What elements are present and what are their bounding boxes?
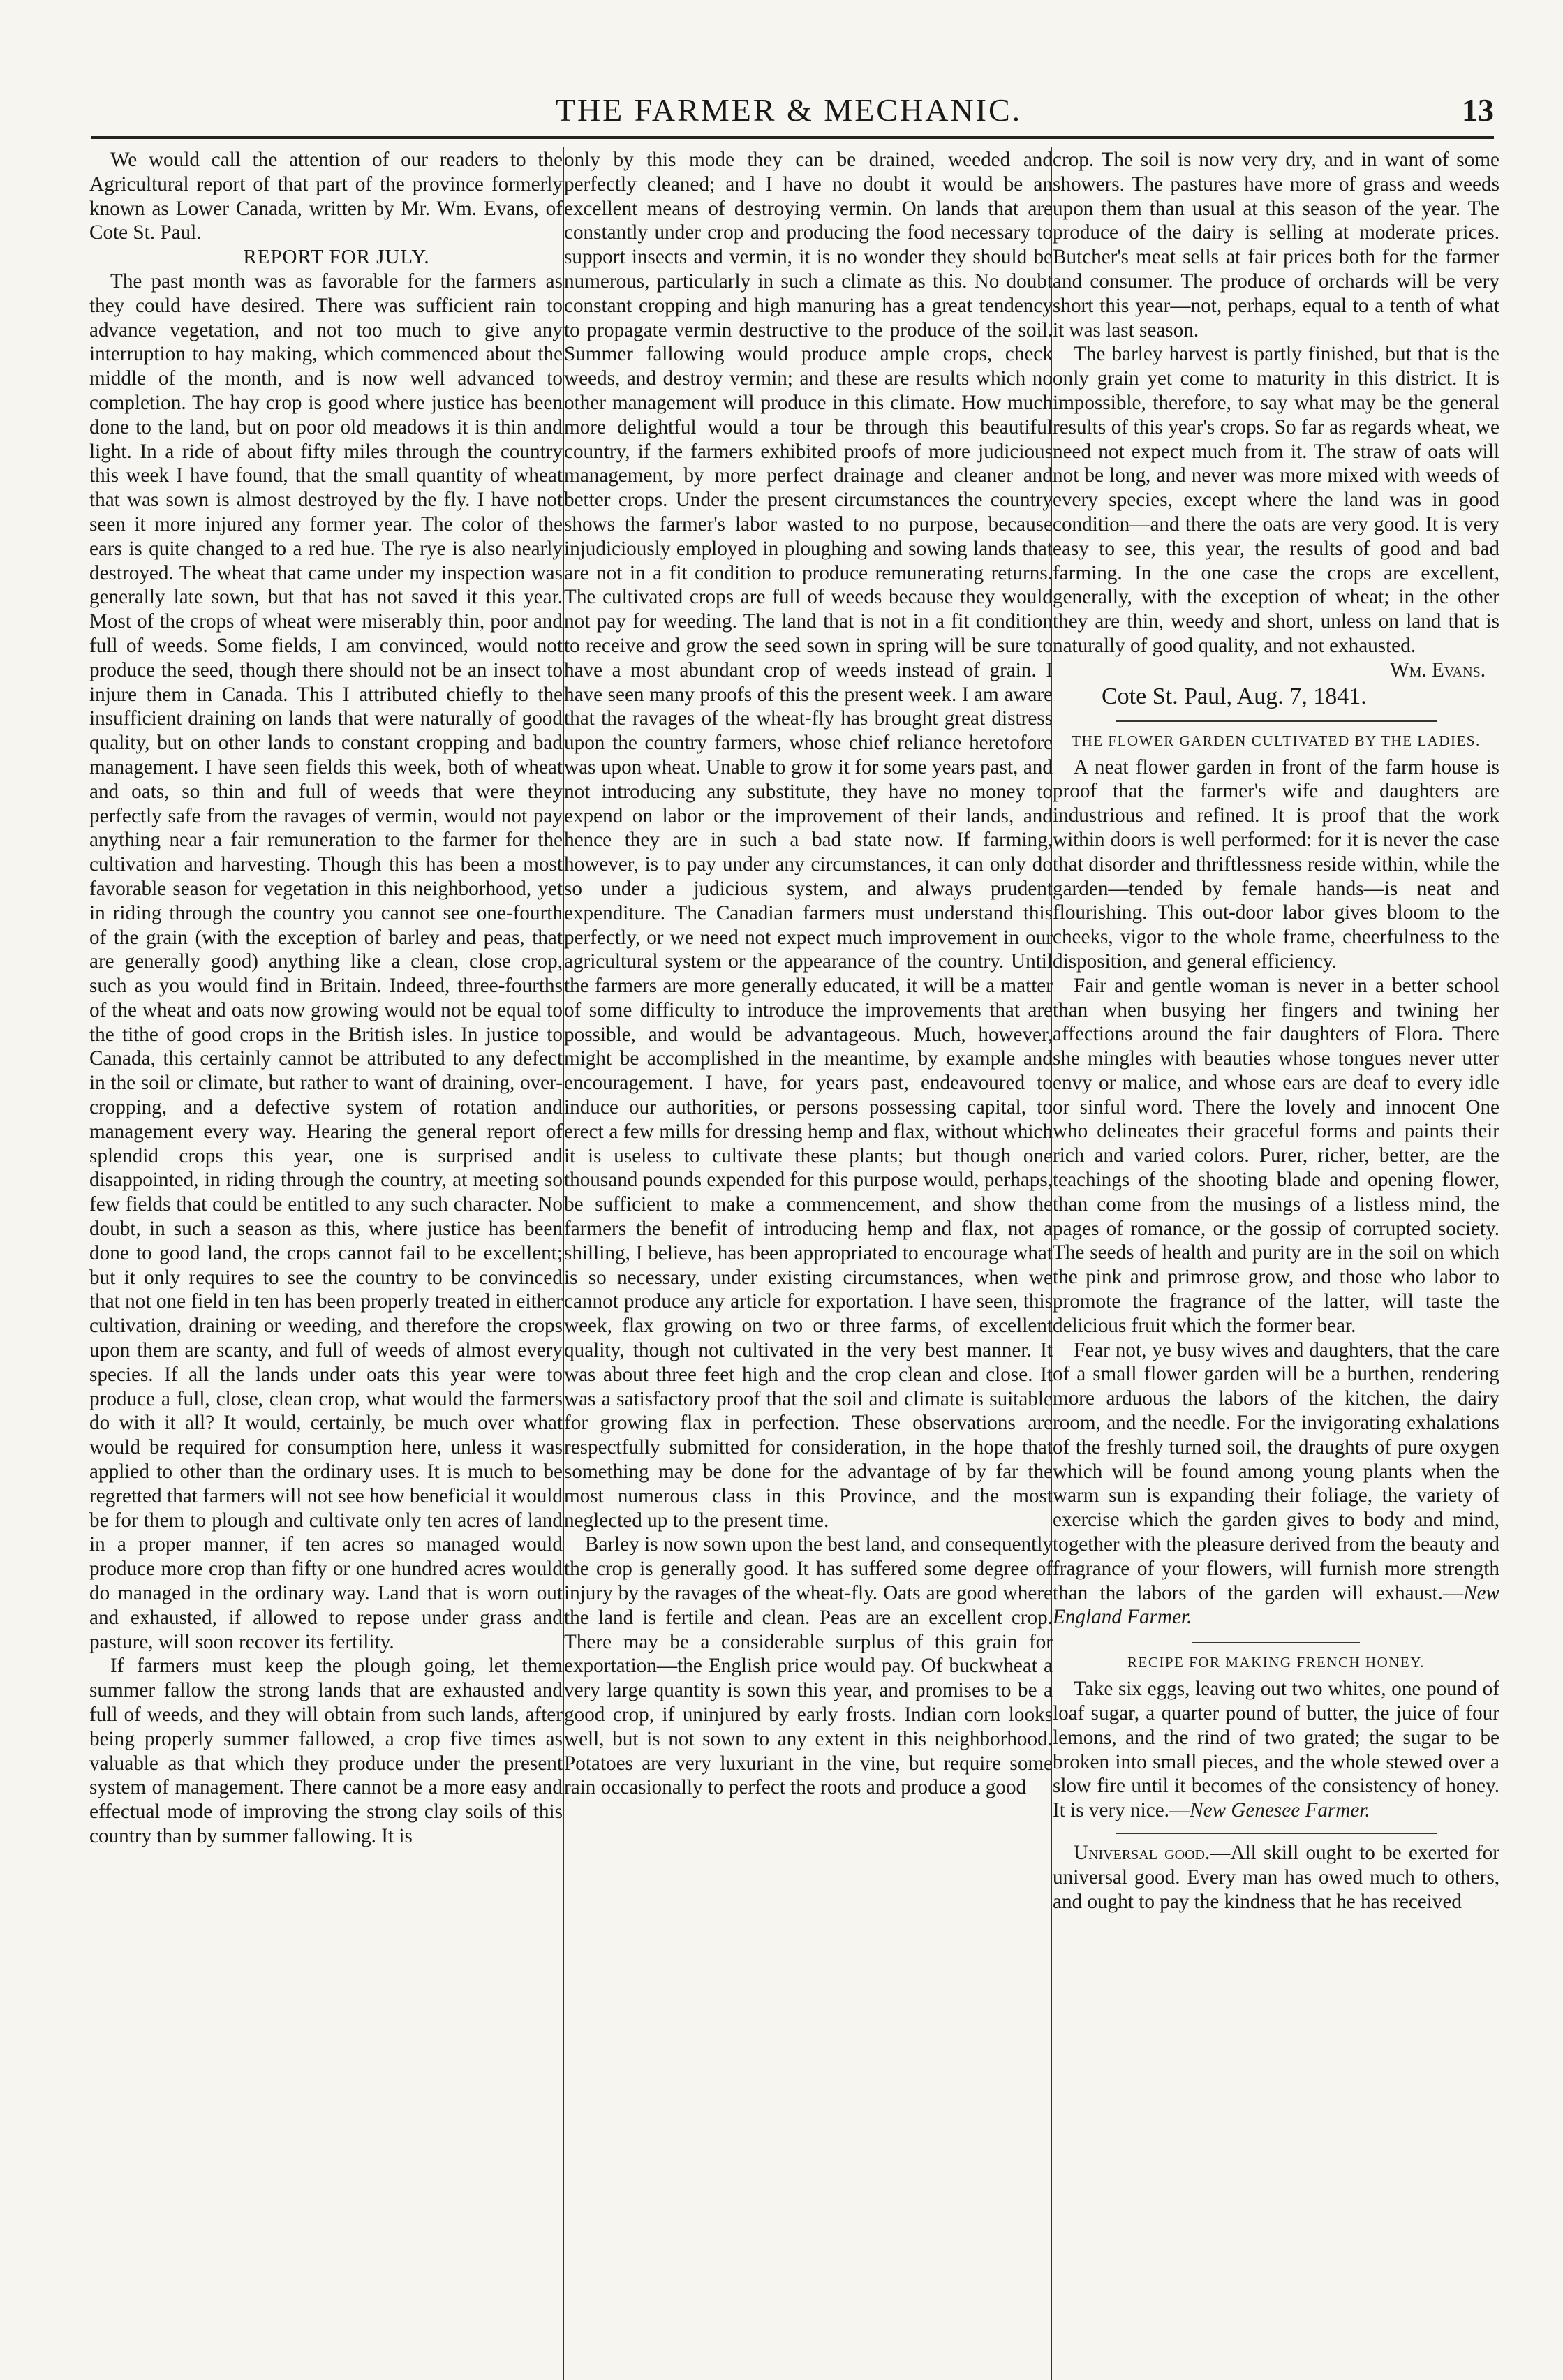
section-separator <box>1116 720 1437 722</box>
article-paragraph: Barley is now sown upon the best land, and consequently the crop is generally good. It has suffered some degree of injury by the ravages of the wheat-fly. Oats are good where the land is fertile and clean. Peas are an excellent crop. There may be a considerable surplus of this grain for exportation—the English price would pay. Of buckwheat a very large quantity is sown this year, and promises to be a good crop, if uninjured by early frosts. Indian corn looks well, but is not sown to any extent in this neighborhood. Potatoes are very luxuriant in the vine, but require some rain occasionally to perfect the roots and produce a good <box>564 1533 1053 1799</box>
article-paragraph <box>1053 1841 1499 1914</box>
article-paragraph: only by this mode they can be drained, weeded and perfectly cleaned; and I have no doubt it would be an excellent means of destroying vermin. On lands that are constantly under crop and producing the food necessary to support insects and vermin, it is no wonder they should be numerous, particularly in such a climate as this. No doubt constant cropping and high manuring has a great tendency to propagate vermin destructive to the produce of the soil. Summer fallowing would produce ample crops, check weeds, and destroy vermin; and these are results which no other management will produce in this climate. How much more delightful would a tour be through this beautiful country, if the farmers exhibited proofs of more judicious management, by more perfect drainage and cleaner and better crops. Under the present circumstances the country shows the farmer's labor wasted to no purpose, because injudiciously employed in ploughing and sowing lands that are not in a fit condition to produce remunerating returns. The cultivated crops are full of weeds because they would not pay for weeding. The land that is not in a fit condition to receive and grow the seed sown in spring will be sure to have a most abundant crop of weeds instead of grain. I have seen many proofs of this the present week. I am aware that the ravages of the wheat-fly has brought great distress upon the country farmers, whose chief reliance heretofore was upon wheat. Unable to grow it for some years past, and not introducing any substitute, they have no money to expend on labor or the improvement of their lands, and hence they are in such a bad state now. If farming, however, is to pay under any circumstances, it can only do so under a judicious system, and always prudent expenditure. The Canadian farmers must understand this perfectly, or we need not expect much improvement in our agricultural system or the appearance of the country. Until the farmers are more generally educated, it will be a matter of some difficulty to introduce the improvements that are possible, and would be advantageous. Much, however, might be accomplished in the meantime, by example and encouragement. I have, for years past, endeavoured to induce our authorities, or persons possessing capital, to erect a few mills for dressing hemp and flax, without which it is useless to cultivate these plants; but though one thousand pounds expended for this purpose would, perhaps, be sufficient to make a commencement, and show the farmers the benefit of introducing hemp and flax, not a shilling, I believe, has been appropriated to encourage what is so necessary, under existing circumstances, when we cannot produce any article for exportation. I have seen, this week, flax growing on two or three farms, of excellent quality, though not cultivated in the very best manner. It was about three feet high and the crop clean and close. It was a satisfactory proof that the soil and climate is suitable for growing flax in perfection. These observations are respectfully submitted for consideration, in the hope that something may be done for the advantage of by far the most numerous class in this Province, and the most neglected up to the present time. <box>564 149 1053 1532</box>
article-paragraph <box>1053 1677 1499 1823</box>
source-credit: New Genesee Farmer. <box>1190 1799 1370 1822</box>
report-heading: REPORT FOR JULY. <box>243 246 430 269</box>
section-separator <box>1192 1642 1360 1643</box>
article-paragraph: crop. The soil is now very dry, and in want of some showers. The pastures have more of grass and weeds upon them than usual at this season of the year. The produce of the dairy is selling at moderate prices. Butcher's meat sells at fair prices both for the farmer and consumer. The produce of orchards will be very short this year—not, perhaps, equal to a tenth of what it was last season. <box>1053 149 1499 341</box>
article-paragraph: If farmers must keep the plough going, let them summer fallow the strong lands that are exhausted and full of weeds, and they will obtain from such lands, after being properly summer fallowed, a crop five times as valuable as that which they produce under the present system of management. There cannot be a more easy and effectual mode of improving the strong clay soils of this country than by summer fallowing. It is <box>89 1655 563 1847</box>
page-number: 13 <box>1462 92 1494 128</box>
article-paragraph: The barley harvest is partly finished, but that is the only grain yet come to maturity in this district. It is impossible, therefore, to say what may be the general results of this year's crops. So far as regards wheat, we need not expect much from it. The straw of oats will not be long, and never was more mixed with weeds of every species, except where the land was in good condition—and there the oats are very good. It is very easy to see, this year, the results of good and bad farming. In the one case the crops are excellent, generally, with the exception of wheat; in the other they are thin, weedy and short, unless on land that is naturally of good quality, and not exhausted. <box>1053 343 1499 657</box>
article-text: Fear not, ye busy wives and daughters, that the care of a small flower garden will be a burthen, rendering more arduous the labors of the kitchen, the dairy room, and the needle. For the invigorating exhalations of the freshly turned soil, the draughts of pure oxygen which will be found among young plants when the warm sun is expanding their foliage, the variety of exercise which the garden gives to body and mind, together with the pleasure derived from the beauty and fragrance of your flowers, will furnish more strength than the labors of the garden will exhaust.— <box>1053 1338 1499 1604</box>
flower-garden-heading: THE FLOWER GARDEN CULTIVATED BY THE LADIES. <box>1072 732 1481 749</box>
article-paragraph: A neat flower garden in front of the farm house is proof that the farmer's wife and daughters are industrious and refined. It is proof that the work within doors is well performed: for it is never the case that disorder and thriftlessness reside within, while the garden—tended by female hands—is neat and flourishing. This out-door labor gives bloom to the cheeks, vigor to the whole frame, cheerfulness to the disposition, and general efficiency. <box>1053 755 1499 973</box>
section-separator <box>1116 1833 1437 1834</box>
column-1 <box>89 148 563 2379</box>
article-paragraph: Fair and gentle woman is never in a better school than when busying her fingers and twining her affections around the fair daughters of Flora. There she mingles with beauties whose tongues never utter envy or malice, and whose ears are deaf to every idle or sinful word. There the lovely and innocent One who delineates their graceful forms and paints their rich and varied colors. Purer, richer, better, are the teachings of the shooting blade and opening flower, than come from the musings of a listless mind, the pages of romance, or the gossip of corrupted society. The seeds of health and purity are in the soil on which the pink and primrose grow, and those who labor to promote the fragrance of the latter, will taste the delicious fruit which the former bear. <box>1053 974 1499 1337</box>
intro-paragraph: We would call the attention of our readers to the Agricultural report of that part of the province formerly known as Lower Canada, written by Mr. Wm. Evans, of Cote St. Paul. <box>89 149 563 244</box>
article-paragraph <box>1053 1338 1499 1630</box>
dateline: Cote St. Paul, Aug. 7, 1841. <box>1102 683 1367 709</box>
recipe-heading: RECIPE FOR MAKING FRENCH HONEY. <box>1127 1654 1425 1671</box>
article-paragraph: The past month was as favorable for the farmers as they could have desired. There was sufficient rain to advance vegetation, and not too much to give any interruption to hay making, which commenced about the middle of the month, and is now well advanced to completion. The hay crop is good where justice has been done to the land, but on poor old meadows it is thin and light. In a ride of about fifty miles through the country this week I have found, that the small quantity of wheat that was sown is almost destroyed by the fly. I have not seen it more injured any former year. The color of the ears is quite changed to a red hue. The rye is also nearly destroyed. The wheat that came under my inspection was generally late sown, but that has not saved it this year. Most of the crops of wheat were miserably thin, poor and full of weeds. Some fields, I am convinced, would not produce the seed, though there should not be an insect to injure them in Canada. This I attributed chiefly to the insufficient draining on lands that were naturally of good quality, but on other lands to constant cropping and bad management. I have seen fields this week, both of wheat and oats, so thin and full of weeds that were they perfectly safe from the ravages of vermin, would not pay anything near a fair remuneration to the farmer for the cultivation and harvesting. Though this has been a most favorable season for vegetation in this neighborhood, yet in riding through the country you cannot see one-fourth of the grain (with the exception of barley and peas, that are generally good) anything like a clean, close crop, such as you would find in Britain. Indeed, three-fourths of the wheat and oats now growing would not be equal to the tithe of good crops in the British isles. In justice to Canada, this certainly cannot be attributed to any defect in the soil or climate, but rather to want of draining, over-cropping, and a defective system of rotation and management every way. Hearing the general report of splendid crops this year, one is surprised and disappointed, in riding through the country, at meeting so few fields that could be entitled to any such character. No doubt, in such a season as this, where justice has been done to good land, the crops cannot fail to be excellent; but it only requires to see the country to be convinced that not one field in ten has been properly treated in either cultivation, draining or weeding, and therefore the crops upon them are scanty, and full of weeds of almost every species. If all the lands under oats this year were to produce a full, close, clean crop, what would the farmers do with it all? It would, certainly, be much over what would be required for consumption here, unless it was applied to other than the ordinary uses. It is much to be regretted that farmers will not see how beneficial it would be for them to plough and cultivate only ten acres of land in a proper manner, if ten acres so managed would produce more crop than fifty or one hundred acres would do managed in the ordinary way. Land that is worn out and exhausted, if allowed to repose under grass and pasture, will soon recover its fertility. <box>89 269 563 1653</box>
article-text: Take six eggs, leaving out two whites, one pound of loaf sugar, a quarter pound of butter, the juice of four lemons, and the rind of two grated; the sugar to be broken into small pieces, and the whole stewed over a slow fire until it becomes of the consistency of honey. It is very nice.— <box>1053 1678 1499 1822</box>
column-2 <box>564 148 1053 2379</box>
article-text: —All skill ought to be exerted for universal good. Every man has owed much to others, and ought to pay the kindness that he has received <box>1053 1842 1499 1913</box>
column-3 <box>1053 148 1499 2379</box>
masthead-title: THE FARMER & MECHANIC. <box>555 92 1023 128</box>
masthead <box>84 91 1494 133</box>
masthead-rule <box>91 136 1494 139</box>
author-signature: Wm. Evans. <box>1390 658 1486 681</box>
source-credit: New England Farmer. <box>1053 1581 1499 1629</box>
lead-in: Universal good. <box>1074 1842 1210 1864</box>
